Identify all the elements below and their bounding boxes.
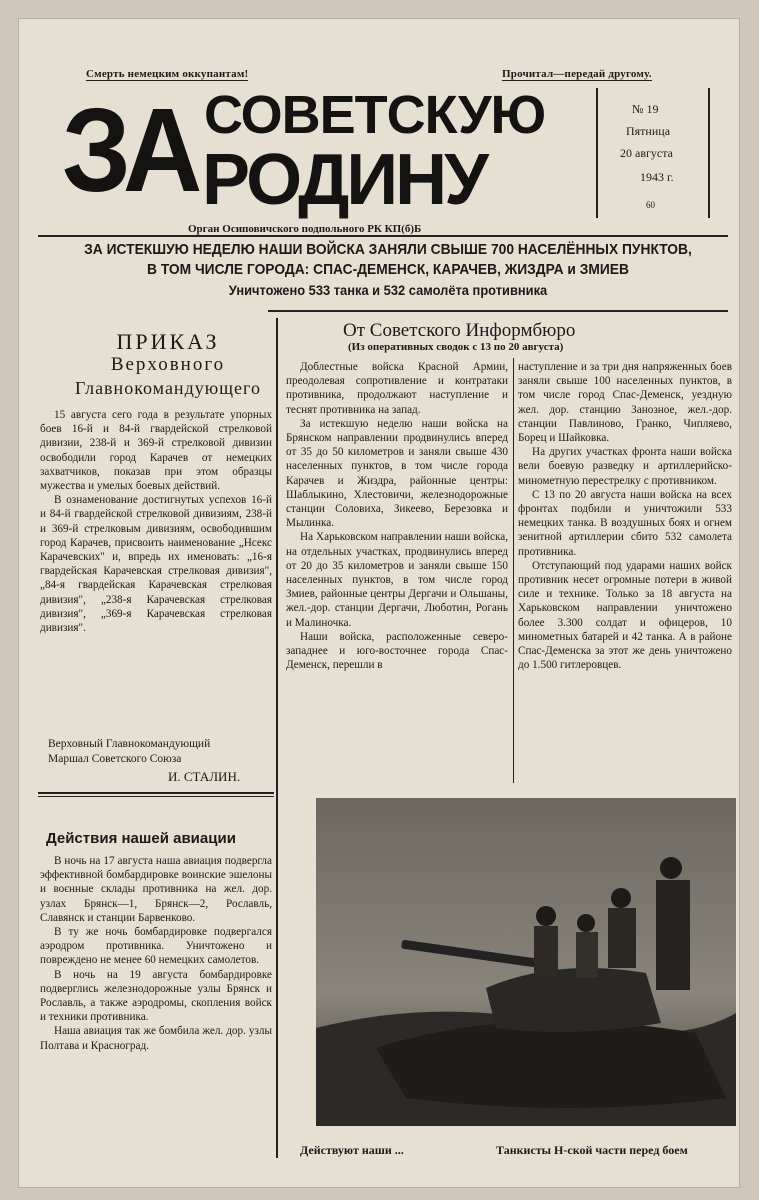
order-subtitle1: Верховного [110,354,226,375]
sovinform-paragraph: На Харьковском направлении наши войска, на отдельных участках, продвинулись вперед от 20 до 35 километров и заняли свыше 150 населенных пунктов, в том числе город Змиев, районные центры Дергачи и Ольшаны, жел.-дор. станции Дергачи, Люботин, Рогань и Малиночка. [286,531,508,629]
order-paragraph: 15 августа сего года в результате упорных боев 16-й и 84-й гвардейской стрелковой дивизии, 238-й и 369-й стрелковой дивизии освободили город Карачев от немецких захватчиков, показав при этом образцы мужества и умелых боевых действий. [40,409,272,493]
aviation-paragraph: В ночь на 19 августа бомбардировке подверглись железнодорожные узлы Брянск и Рославль, а также аэродромы, скопления войск и техники противника. [40,968,272,1024]
order-sign-title: Верховный Главнокомандующий [48,738,211,750]
sovinform-title: От Советского Информбюро [343,320,576,341]
masthead-title-line1: СОВЕТСКУЮ [204,85,546,145]
sovinform-paragraph: С 13 по 20 августа наши войска на всех фронтах подбили и уничтожили 533 немецких танка. В воздушных боях и огнем зенитной артиллерии сбито 532 самолета противника. [518,488,732,558]
sovinform-paragraph: наступление и за три дня напряженных боев заняли свыше 100 населенных пунктов, в том числе город Спас-Деменск, уездную жел. дор. станцию Занозное, жел.-дор. станции Павлиново, Гранко, Чипляево, Борец и Шайковка. [518,361,732,445]
order-sign-name: И. СТАЛИН. [168,769,241,784]
issue-weekday: Пятница [626,124,671,138]
soldier-body [534,926,558,976]
rule-masthead [38,235,728,237]
photo-caption-left: Действуют наши ... [300,1143,404,1157]
rule-order-thin [38,796,274,797]
issue-price: 60 [646,200,655,210]
sovinform-paragraph: За истекшую неделю наши войска на Брянском направлении продвинулись вперед от 35 до 50 километров и заняли свыше 430 населенных пунктов, в том числе города Карачев и Жиздра, районные центры: Шаблыкино, Хлестовичи, железнодорожные станции Соловиха, Зикеево, Березовка и Мылинка. [286,417,508,530]
headline-line2: В ТОМ ЧИСЛЕ ГОРОДА: СПАС-ДЕМЕНСК, КАРАЧЕВ, ЖИЗДРА и ЗМИЕВ [147,261,629,278]
sovinform-paragraph: Отступающий под ударами наших войск противник несет огромные потери в живой силе и технике. Только за 18 августа на Харьковском направлении уничтожено более 3.300 солдат и офицеров, 10 минометных батарей и 42 танка. А в районе Спас-Деменска за этот же день уничтожено до 1.500 гитлеровцев. [518,559,732,672]
order-paragraph: В ознаменование достигнутых успехов 16-й и 84-й гвардейской стрелковой дивизиям, 238-й и 369-й стрелковым дивизиям, освободившим город Карачев, присвоить наименование „Нсекс Карачевских" и, впредь их именовать: „16-я гвардейская Карачевская стрелковая дивизия", „84-я гвардейская Карачевская стрелковая дивизия", „238-я Карачевская стрелковая дивизия", „369-я Карачевская стрелковая дивизия". [40,494,272,635]
rule-headline [268,310,728,312]
masthead-title-line2: РОДИНУ [202,140,486,220]
soldier-head [577,914,595,932]
aviation-paragraph: В ночь на 17 августа наша авиация подвергла эффективной бомбардировке воинские эшелоны и воєнные склады противника на жел. дор. узлах Брянск—1, Брянск—2, Рославль, Славянск и станции Барвенково. [40,855,272,924]
slogan-right: Прочитал—передай другому. [502,68,652,80]
issue-number: № 19 [632,102,659,116]
soldier-body [576,932,598,978]
column-divider-2 [513,358,514,783]
rule-order [38,792,274,794]
aviation-title: Действия нашей авиации [46,830,236,847]
headline [75,240,701,300]
aviation-body [40,854,272,1154]
soldier-head [611,888,631,908]
sovinform-subtitle: (Из оперативных сводок с 13 по 20 августа) [348,341,564,353]
aviation-paragraph: В ту же ночь бомбардировке подвергался аэродром противника. Уничтожено и повреждено не менее 60 немецких самолетов. [40,926,272,967]
photo-caption-right: Танкисты Н-ской части перед боем [496,1143,688,1157]
order-title: ПРИКАЗ [116,329,220,354]
issue-box [596,88,710,218]
soldier-head [536,906,556,926]
issue-year: 1943 г. [640,170,674,184]
sovinform-col1 [286,360,508,780]
column-divider-1 [276,318,278,1158]
masthead-organ: Орган Осиповичского подпольного РК КП(б)Б [188,223,422,235]
headline-line1: ЗА ИСТЕКШУЮ НЕДЕЛЮ НАШИ ВОЙСКА ЗАНЯЛИ СВЫШЕ 700 НАСЕЛЁННЫХ ПУНКТОВ, [84,241,692,258]
newspaper-page [18,18,740,1188]
masthead-za: ЗА [62,84,195,217]
soldier-body [608,908,636,968]
sovinform-paragraph: Наши войска, расположенные северо-западнее и юго-восточнее города Спас-Деменск, перешли в [286,630,508,672]
sovinform-col2 [518,360,732,780]
aviation-paragraph: Наша авиация так же бомбила жел. дор. узлы Полтава и Красноград. [40,1025,272,1052]
sovinform-paragraph: На других участках фронта наши войска вели боевую разведку и артиллерийско-минометную перестрелку с противником. [518,446,732,487]
soldier-body [656,880,690,990]
order-subtitle2: Главнокомандующего [75,378,261,398]
order-sign-rank: Маршал Советского Союза [48,753,182,765]
tank-photo [316,798,736,1126]
order-body [40,408,272,726]
soldier-head [660,857,682,879]
headline-line3: Уничтожено 533 танка и 532 самолёта противника [228,282,548,298]
slogan-left: Смерть немецким оккупантам! [86,68,249,80]
issue-date: 20 августа [620,146,673,160]
sovinform-paragraph: Доблестные войска Красной Армии, преодолевая сопротивление и контратаки противника, продолжают наступление и теснят противника на запад. [286,361,508,416]
